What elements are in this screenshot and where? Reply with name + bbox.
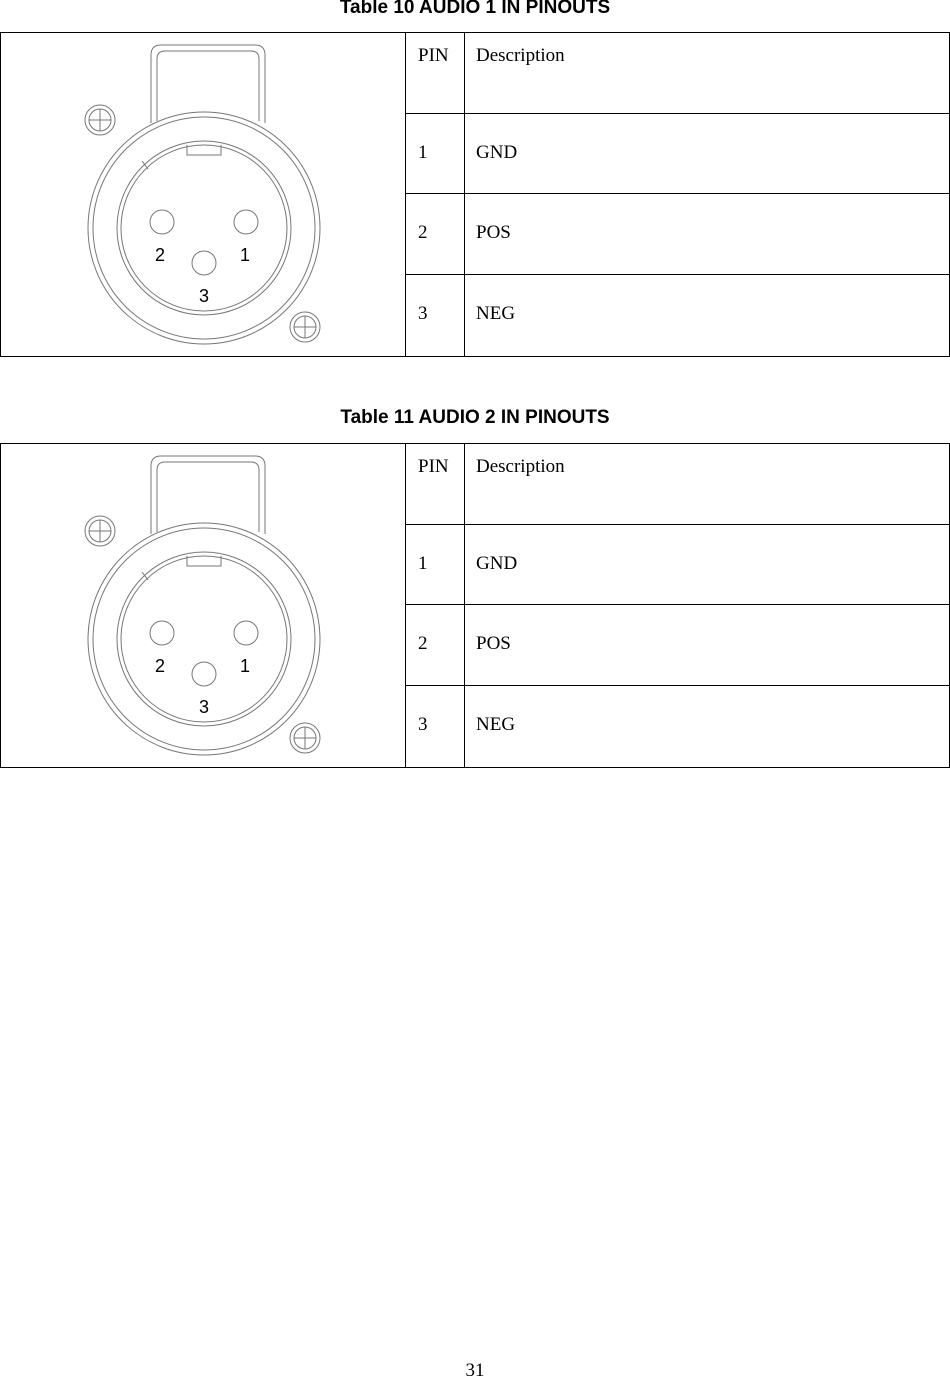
pinout-table bbox=[0, 443, 950, 768]
xlr-female-connector-icon bbox=[1, 444, 405, 767]
header-description: Description bbox=[465, 33, 950, 114]
pin-cell: 1 bbox=[406, 525, 465, 605]
description-cell: POS bbox=[465, 194, 950, 274]
pin-cell: 3 bbox=[406, 274, 465, 356]
pin-cell: 2 bbox=[406, 605, 465, 685]
pin-3-label: 3 bbox=[198, 286, 210, 306]
pin-cell: 2 bbox=[406, 194, 465, 274]
description-cell: NEG bbox=[465, 685, 950, 767]
pin-cell: 1 bbox=[406, 114, 465, 194]
description-cell: GND bbox=[465, 525, 950, 605]
pinout-table bbox=[0, 32, 950, 357]
description-cell: POS bbox=[465, 605, 950, 685]
description-cell: GND bbox=[465, 114, 950, 194]
header-pin: PIN bbox=[406, 444, 465, 525]
connector-diagram-cell bbox=[1, 444, 406, 768]
pin-2-label: 2 bbox=[154, 656, 166, 676]
xlr-female-connector-icon bbox=[1, 33, 405, 356]
header-description: Description bbox=[465, 444, 950, 525]
pin-1-label: 1 bbox=[239, 656, 251, 676]
connector-diagram-cell bbox=[1, 33, 406, 357]
header-pin: PIN bbox=[406, 33, 465, 114]
table-caption: Table 10 AUDIO 1 IN PINOUTS bbox=[339, 0, 611, 18]
description-cell: NEG bbox=[465, 274, 950, 356]
pin-3-label: 3 bbox=[198, 697, 210, 717]
pin-1-label: 1 bbox=[239, 245, 251, 265]
page-number: 31 bbox=[465, 1360, 485, 1381]
table-caption: Table 11 AUDIO 2 IN PINOUTS bbox=[340, 407, 610, 428]
pin-cell: 3 bbox=[406, 685, 465, 767]
pin-2-label: 2 bbox=[154, 245, 166, 265]
